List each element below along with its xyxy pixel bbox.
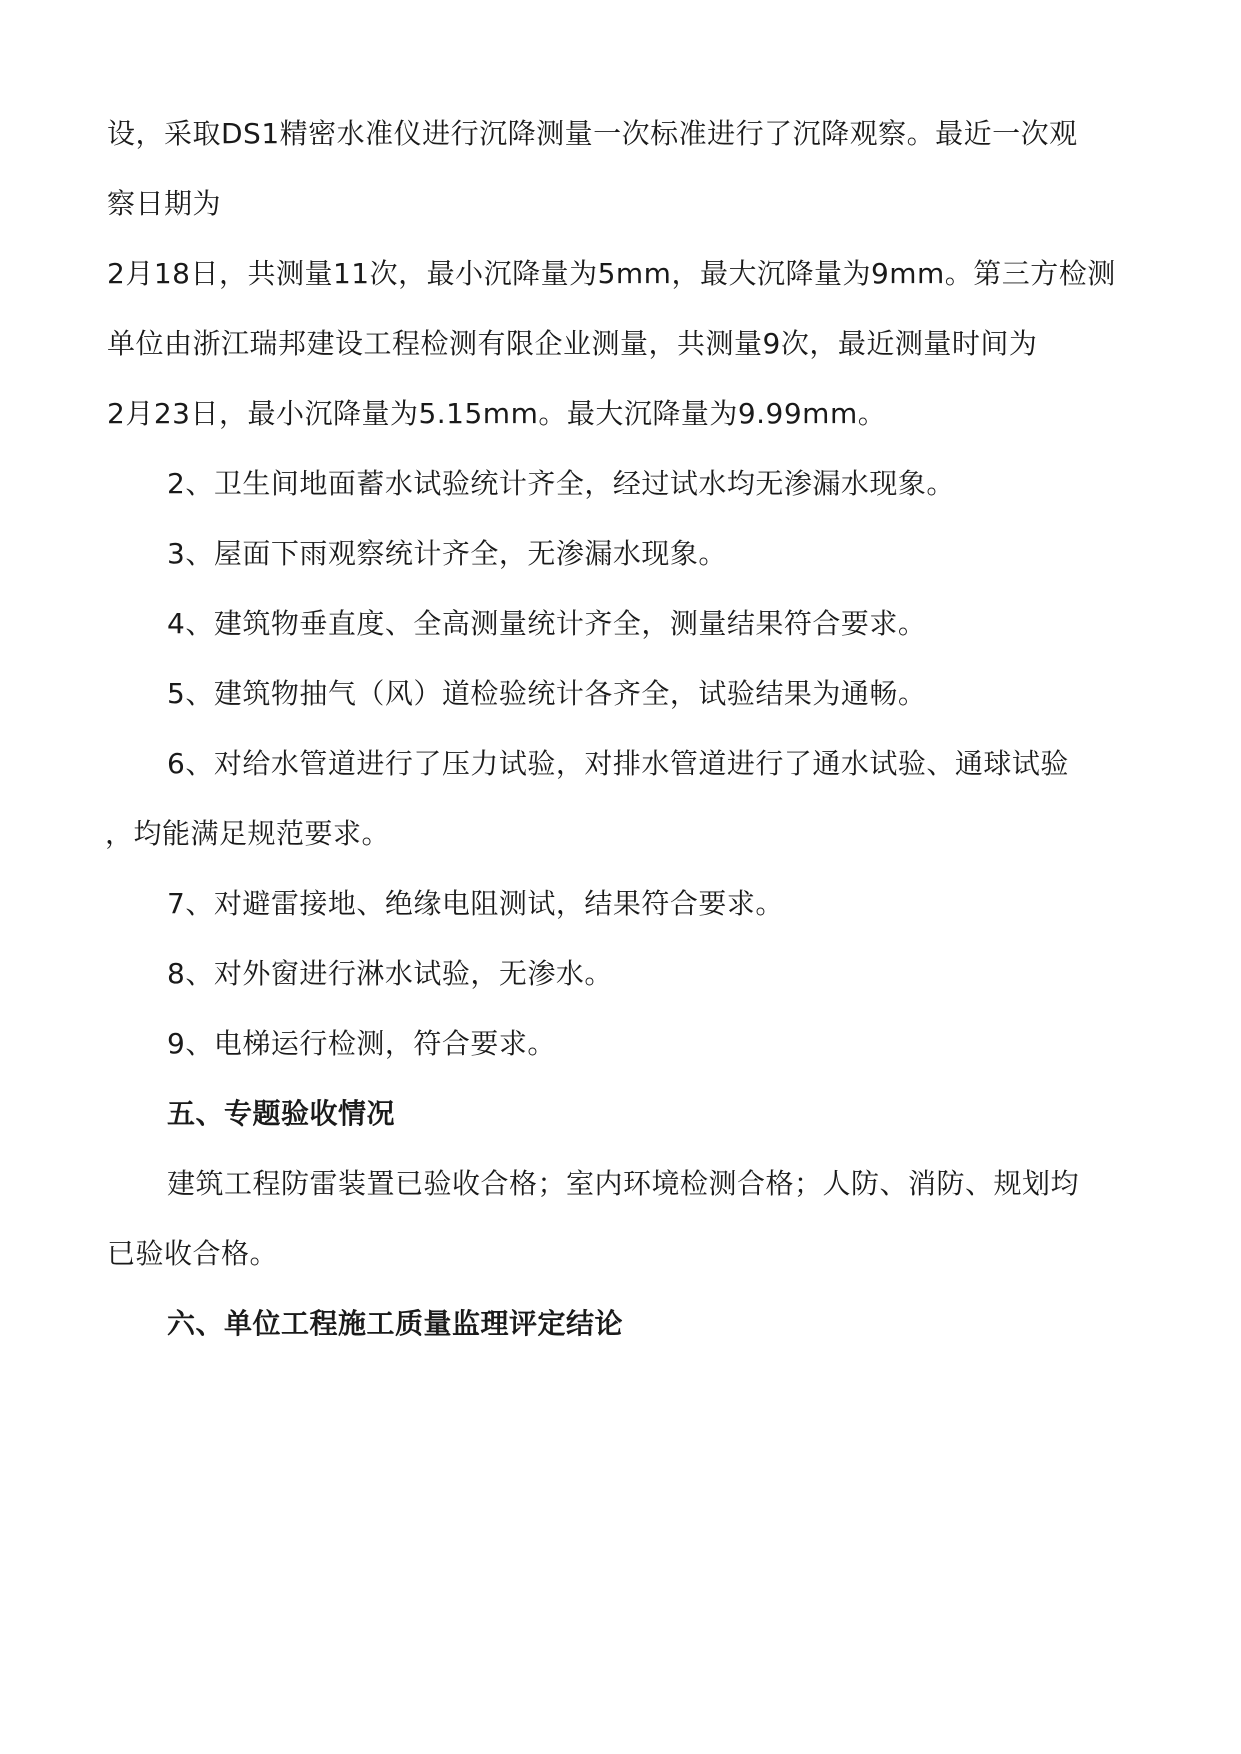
list-item: 4、建筑物垂直度、全高测量统计齐全，测量结果符合要求。 [167,607,927,640]
section-heading: 五、专题验收情况 [167,1097,396,1130]
paragraph-line: 2月23日，最小沉降量为5.15mm。最大沉降量为9.99mm。 [107,397,887,430]
list-item-continuation: ，均能满足规范要求。 [105,817,391,850]
list-item: 2、卫生间地面蓄水试验统计齐全，经过试水均无渗漏水现象。 [167,467,955,500]
list-item: 6、对给水管道进行了压力试验，对排水管道进行了通水试验、通球试验 [167,747,1069,780]
list-item: 9、电梯运行检测，符合要求。 [167,1027,556,1060]
list-item: 8、对外窗进行淋水试验，无渗水。 [167,957,613,990]
paragraph-line: 察日期为 [107,187,222,220]
section-heading: 六、单位工程施工质量监理评定结论 [167,1307,624,1340]
list-item: 5、建筑物抽气（风）道检验统计各齐全，试验结果为通畅。 [167,677,927,710]
list-item: 7、对避雷接地、绝缘电阻测试，结果符合要求。 [167,887,784,920]
paragraph-line: 单位由浙江瑞邦建设工程检测有限企业测量，共测量9次，最近测量时间为 [107,327,1038,360]
section-body-line: 建筑工程防雷装置已验收合格；室内环境检测合格；人防、消防、规划均 [167,1167,1080,1200]
list-item: 3、屋面下雨观察统计齐全，无渗漏水现象。 [167,537,727,570]
section-body-line: 已验收合格。 [107,1237,279,1270]
paragraph-line: 2月18日，共测量11次，最小沉降量为5mm，最大沉降量为9mm。第三方检测 [107,257,1116,290]
paragraph-line: 设，采取DS1精密水准仪进行沉降测量一次标准进行了沉降观察。最近一次观 [107,117,1078,150]
